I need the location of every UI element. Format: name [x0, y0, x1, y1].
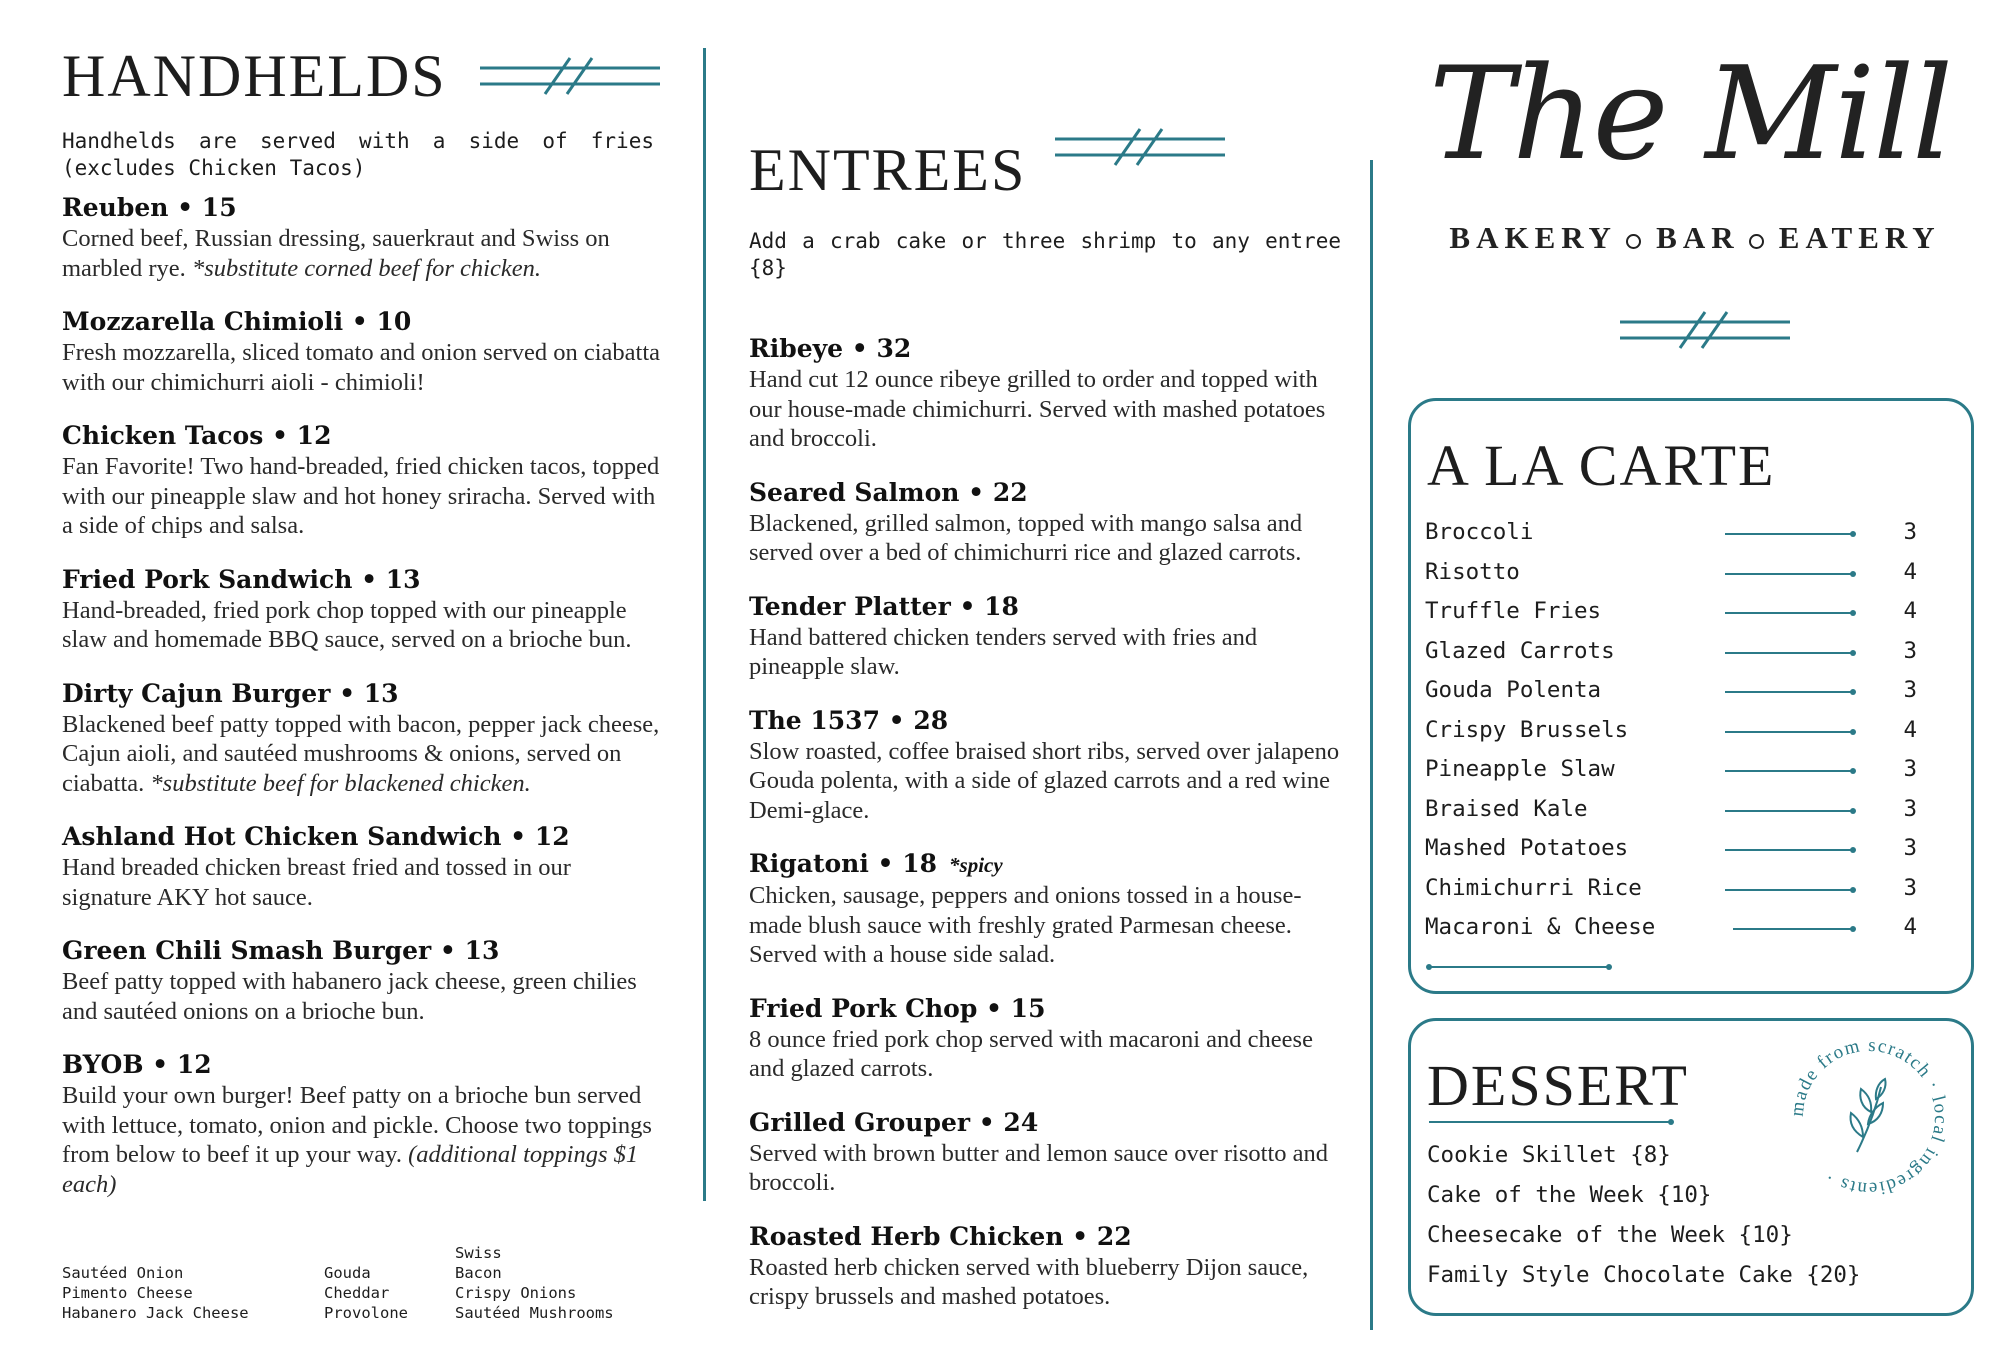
a-la-carte-item-price: 3	[1903, 756, 1917, 782]
dessert-panel	[1408, 1018, 1974, 1316]
menu-item-description	[62, 1081, 662, 1199]
menu-item-title: BYOB • 12	[62, 1050, 212, 1079]
menu-item	[749, 993, 1349, 1084]
menu-item	[749, 591, 1349, 682]
a-la-carte-row	[1425, 717, 1917, 747]
menu-item-description	[62, 853, 662, 912]
menu-item	[62, 821, 662, 912]
leader-line	[1725, 612, 1853, 614]
menu-item-title-row	[749, 591, 1349, 623]
a-la-carte-row	[1425, 519, 1917, 549]
menu-item-desc-text: Blackened beef patty topped with bacon, pepper jack cheese, Cajun aioli, and sautéed mushrooms & onions, served on ciabatta.	[62, 710, 660, 797]
menu-item-title: The 1537 • 28	[749, 705, 949, 735]
menu-item	[749, 1107, 1349, 1198]
brand-tagline	[1415, 220, 1975, 256]
menu-item-title: Ashland Hot Chicken Sandwich • 12	[62, 822, 570, 851]
leader-line	[1725, 691, 1853, 693]
a-la-carte-panel	[1408, 398, 1974, 994]
a-la-carte-item-name: Broccoli	[1425, 519, 1534, 545]
a-la-carte-item-price: 4	[1903, 716, 1917, 743]
menu-item	[749, 705, 1349, 826]
a-la-carte-item-price: 4	[1903, 598, 1917, 624]
menu-item-title-row	[749, 705, 1349, 737]
menu-item-description	[62, 224, 662, 283]
menu-item	[62, 420, 662, 541]
a-la-carte-item-name: Gouda Polenta	[1425, 677, 1602, 703]
leader-line	[1725, 849, 1853, 851]
brand-divider-icon	[1615, 308, 1795, 354]
a-la-carte-item-price: 3	[1903, 519, 1917, 545]
menu-item-note: *substitute corned beef for chicken.	[191, 254, 541, 282]
handhelds-intro: Handhelds are served with a side of fries (excludes Chicken Tacos)	[62, 129, 654, 180]
menu-item	[62, 564, 662, 655]
a-la-carte-list	[1425, 519, 1917, 939]
menu-item-desc-text: Fan Favorite! Two hand-breaded, fried chicken tacos, topped with our pineapple slaw and hot honey sriracha. Served with a side of chips and salsa.	[62, 453, 660, 539]
menu-item-title-row	[749, 848, 1349, 881]
leaf-sprig-icon	[1851, 1079, 1886, 1152]
menu-item-title: Fried Pork Sandwich • 13	[62, 564, 421, 594]
menu-item	[749, 1221, 1349, 1312]
leader-line	[1725, 533, 1853, 535]
a-la-carte-item-name: Glazed Carrots	[1425, 637, 1615, 664]
menu-item-title: Tender Platter • 18	[749, 591, 1019, 621]
made-from-scratch-stamp-icon	[1779, 1027, 1959, 1207]
menu-item	[749, 848, 1349, 970]
line-end-dot-icon	[1668, 1119, 1674, 1125]
dessert-item: Cake of the Week {10}	[1427, 1182, 1712, 1208]
entrees-intro: Add a crab cake or three shrimp to any entree {8}	[749, 229, 1341, 280]
a-la-carte-row	[1425, 638, 1917, 668]
entrees-divider-icon	[1050, 125, 1230, 171]
a-la-carte-row	[1425, 835, 1917, 865]
menu-item-description: Slow roasted, coffee braised short ribs, served over jalapeno Gouda polenta, with a side of glazed carrots and a red wine Demi-glace.	[749, 737, 1340, 824]
menu-item-title-row	[749, 333, 1349, 365]
menu-item-desc-text: Hand breaded chicken breast fried and tossed in our signature AKY hot sauce.	[62, 854, 571, 911]
menu-item-title: Dirty Cajun Burger • 13	[62, 678, 399, 708]
menu-item-title-row	[749, 1107, 1349, 1139]
dessert-item: Cheesecake of the Week {10}	[1427, 1222, 1793, 1248]
menu-item-description	[62, 710, 662, 799]
menu-item-title: Grilled Grouper • 24	[749, 1107, 1039, 1137]
menu-item-description	[62, 967, 662, 1026]
menu-item-title: Fried Pork Chop • 15	[749, 993, 1046, 1023]
menu-item-description: Hand cut 12 ounce ribeye grilled to order and topped with our house-made chimichurri. Served with mashed potatoes and broccoli.	[749, 366, 1326, 452]
dessert-item: Family Style Chocolate Cake {20}	[1427, 1262, 1861, 1288]
handhelds-title: HANDHELDS	[62, 43, 447, 109]
a-la-carte-underline	[1429, 966, 1609, 968]
a-la-carte-item-price: 3	[1903, 835, 1917, 861]
menu-item	[62, 192, 662, 283]
column-divider-2	[1370, 160, 1373, 1330]
a-la-carte-item-price: 3	[1903, 677, 1917, 703]
menu-item-description: Roasted herb chicken served with blueberry Dijon sauce, crispy brussels and mashed potatoes.	[749, 1253, 1309, 1310]
topping-option: Habanero Jack Cheese	[62, 1304, 249, 1322]
menu-item-description: Hand battered chicken tenders served with fries and pineapple slaw.	[749, 623, 1258, 680]
leader-line	[1725, 889, 1853, 891]
menu-item-title: Roasted Herb Chicken • 22	[749, 1221, 1132, 1251]
leader-line	[1725, 731, 1853, 733]
a-la-carte-row	[1425, 559, 1917, 589]
dessert-title: DESSERT	[1427, 1053, 1689, 1118]
topping-option: Bacon	[455, 1264, 502, 1282]
menu-item-desc-text: Hand-breaded, fried pork chop topped with our pineapple slaw and homemade BBQ sauce, served on a brioche bun.	[62, 596, 632, 653]
tagline-bakery: BAKERY	[1449, 220, 1617, 255]
a-la-carte-row	[1425, 914, 1917, 944]
a-la-carte-item-name: Risotto	[1425, 558, 1520, 585]
menu-item-title: Mozzarella Chimioli • 10	[62, 307, 412, 336]
a-la-carte-item-name: Chimichurri Rice	[1425, 874, 1642, 901]
dessert-title-underline	[1429, 1121, 1671, 1123]
handhelds-list	[62, 192, 662, 1222]
menu-item-note: *substitute beef for blackened chicken.	[150, 769, 531, 797]
menu-item-note: (additional toppings $1 each)	[62, 1141, 639, 1198]
menu-item	[62, 306, 662, 397]
menu-item-desc-text: Beef patty topped with habanero jack cheese, green chilies and sautéed onions on a brioche bun.	[62, 968, 637, 1025]
menu-item-title: Seared Salmon • 22	[749, 477, 1028, 507]
a-la-carte-item-price: 4	[1903, 914, 1917, 940]
menu-item-desc-text: Build your own burger! Beef patty on a brioche bun served with lettuce, tomato, onion and pickle. Choose two toppings from below to beef it up your way.	[62, 1082, 652, 1168]
menu-item-title-row	[749, 1221, 1349, 1253]
leader-line	[1733, 928, 1853, 930]
menu-item-description: 8 ounce fried pork chop served with macaroni and cheese and glazed carrots.	[749, 1025, 1313, 1082]
menu-item-description	[62, 452, 662, 541]
menu-item	[749, 333, 1349, 454]
topping-option: Sautéed Onion	[62, 1264, 184, 1282]
a-la-carte-item-name: Braised Kale	[1425, 795, 1588, 822]
a-la-carte-item-price: 3	[1903, 795, 1917, 822]
a-la-carte-item-price: 3	[1903, 874, 1917, 901]
menu-item-description: Chicken, sausage, peppers and onions tossed in a house-made blush sauce with freshly grated Parmesan cheese. Served with a house side salad.	[749, 882, 1302, 968]
a-la-carte-row	[1425, 677, 1917, 707]
topping-option: Swiss	[455, 1244, 502, 1262]
toppings-col-3	[455, 1243, 614, 1323]
a-la-carte-item-price: 4	[1903, 558, 1917, 585]
column-divider-1	[703, 48, 706, 1201]
menu-item-title: Ribeye • 32	[749, 334, 912, 363]
leader-line	[1725, 573, 1853, 575]
leader-line	[1725, 652, 1853, 654]
menu-item-description: Blackened, grilled salmon, topped with mango salsa and served over a bed of chimichurri rice and glazed carrots.	[749, 509, 1303, 566]
tagline-bar: BAR	[1656, 220, 1740, 255]
dot-separator-icon	[1749, 234, 1764, 249]
menu-item-title: Rigatoni • 18	[749, 849, 938, 878]
dessert-item: Cookie Skillet {8}	[1427, 1142, 1671, 1168]
a-la-carte-row	[1425, 875, 1917, 905]
menu-item-title: Green Chili Smash Burger • 13	[62, 936, 500, 965]
a-la-carte-item-name: Macaroni & Cheese	[1425, 914, 1656, 940]
menu-item	[62, 678, 662, 799]
toppings-col-1	[62, 1263, 249, 1323]
a-la-carte-title: A LA CARTE	[1427, 433, 1776, 498]
a-la-carte-item-name: Truffle Fries	[1425, 598, 1602, 624]
a-la-carte-row	[1425, 756, 1917, 786]
line-end-dot-icon	[1606, 964, 1612, 970]
topping-option: Provolone	[324, 1304, 408, 1322]
entrees-title: ENTREES	[749, 137, 1027, 203]
leader-line	[1725, 810, 1853, 812]
dot-separator-icon	[1626, 234, 1641, 249]
menu-item-title: Reuben • 15	[62, 193, 237, 222]
menu-item	[749, 477, 1349, 568]
menu-item-desc-text: Fresh mozzarella, sliced tomato and onion served on ciabatta with our chimichurri aioli - chimioli!	[62, 339, 661, 396]
menu-item-description	[62, 338, 662, 397]
menu-item-desc-text: Corned beef, Russian dressing, sauerkraut and Swiss on marbled rye.	[62, 225, 610, 282]
a-la-carte-row	[1425, 796, 1917, 826]
menu-item-title-row	[749, 477, 1349, 509]
topping-option: Sautéed Mushrooms	[455, 1304, 614, 1322]
handhelds-divider-icon	[475, 54, 665, 100]
a-la-carte-item-name: Pineapple Slaw	[1425, 756, 1615, 782]
a-la-carte-row	[1425, 598, 1917, 628]
line-end-dot-icon	[1426, 964, 1432, 970]
topping-option: Gouda	[324, 1264, 371, 1282]
topping-option: Cheddar	[324, 1284, 390, 1302]
spicy-note: *spicy	[949, 853, 1003, 877]
menu-item-title: Chicken Tacos • 12	[62, 421, 332, 450]
brand-logo: The Mill	[1428, 40, 1952, 189]
menu-item	[62, 935, 662, 1026]
stamp-text: made from scratch · local ingredients ·	[1786, 1034, 1952, 1200]
menu-item-description: Served with brown butter and lemon sauce over risotto and broccoli.	[749, 1139, 1329, 1196]
a-la-carte-item-name: Mashed Potatoes	[1425, 835, 1629, 861]
a-la-carte-item-price: 3	[1903, 637, 1917, 664]
topping-option: Pimento Cheese	[62, 1284, 193, 1302]
menu-item	[62, 1049, 662, 1199]
tagline-eatery: EATERY	[1778, 220, 1941, 255]
menu-item-description	[62, 596, 662, 655]
topping-option: Crispy Onions	[455, 1284, 577, 1302]
toppings-col-2	[324, 1263, 408, 1323]
entrees-list	[749, 333, 1349, 1335]
a-la-carte-item-name: Crispy Brussels	[1425, 716, 1629, 743]
leader-line	[1725, 770, 1853, 772]
menu-item-title-row	[749, 993, 1349, 1025]
